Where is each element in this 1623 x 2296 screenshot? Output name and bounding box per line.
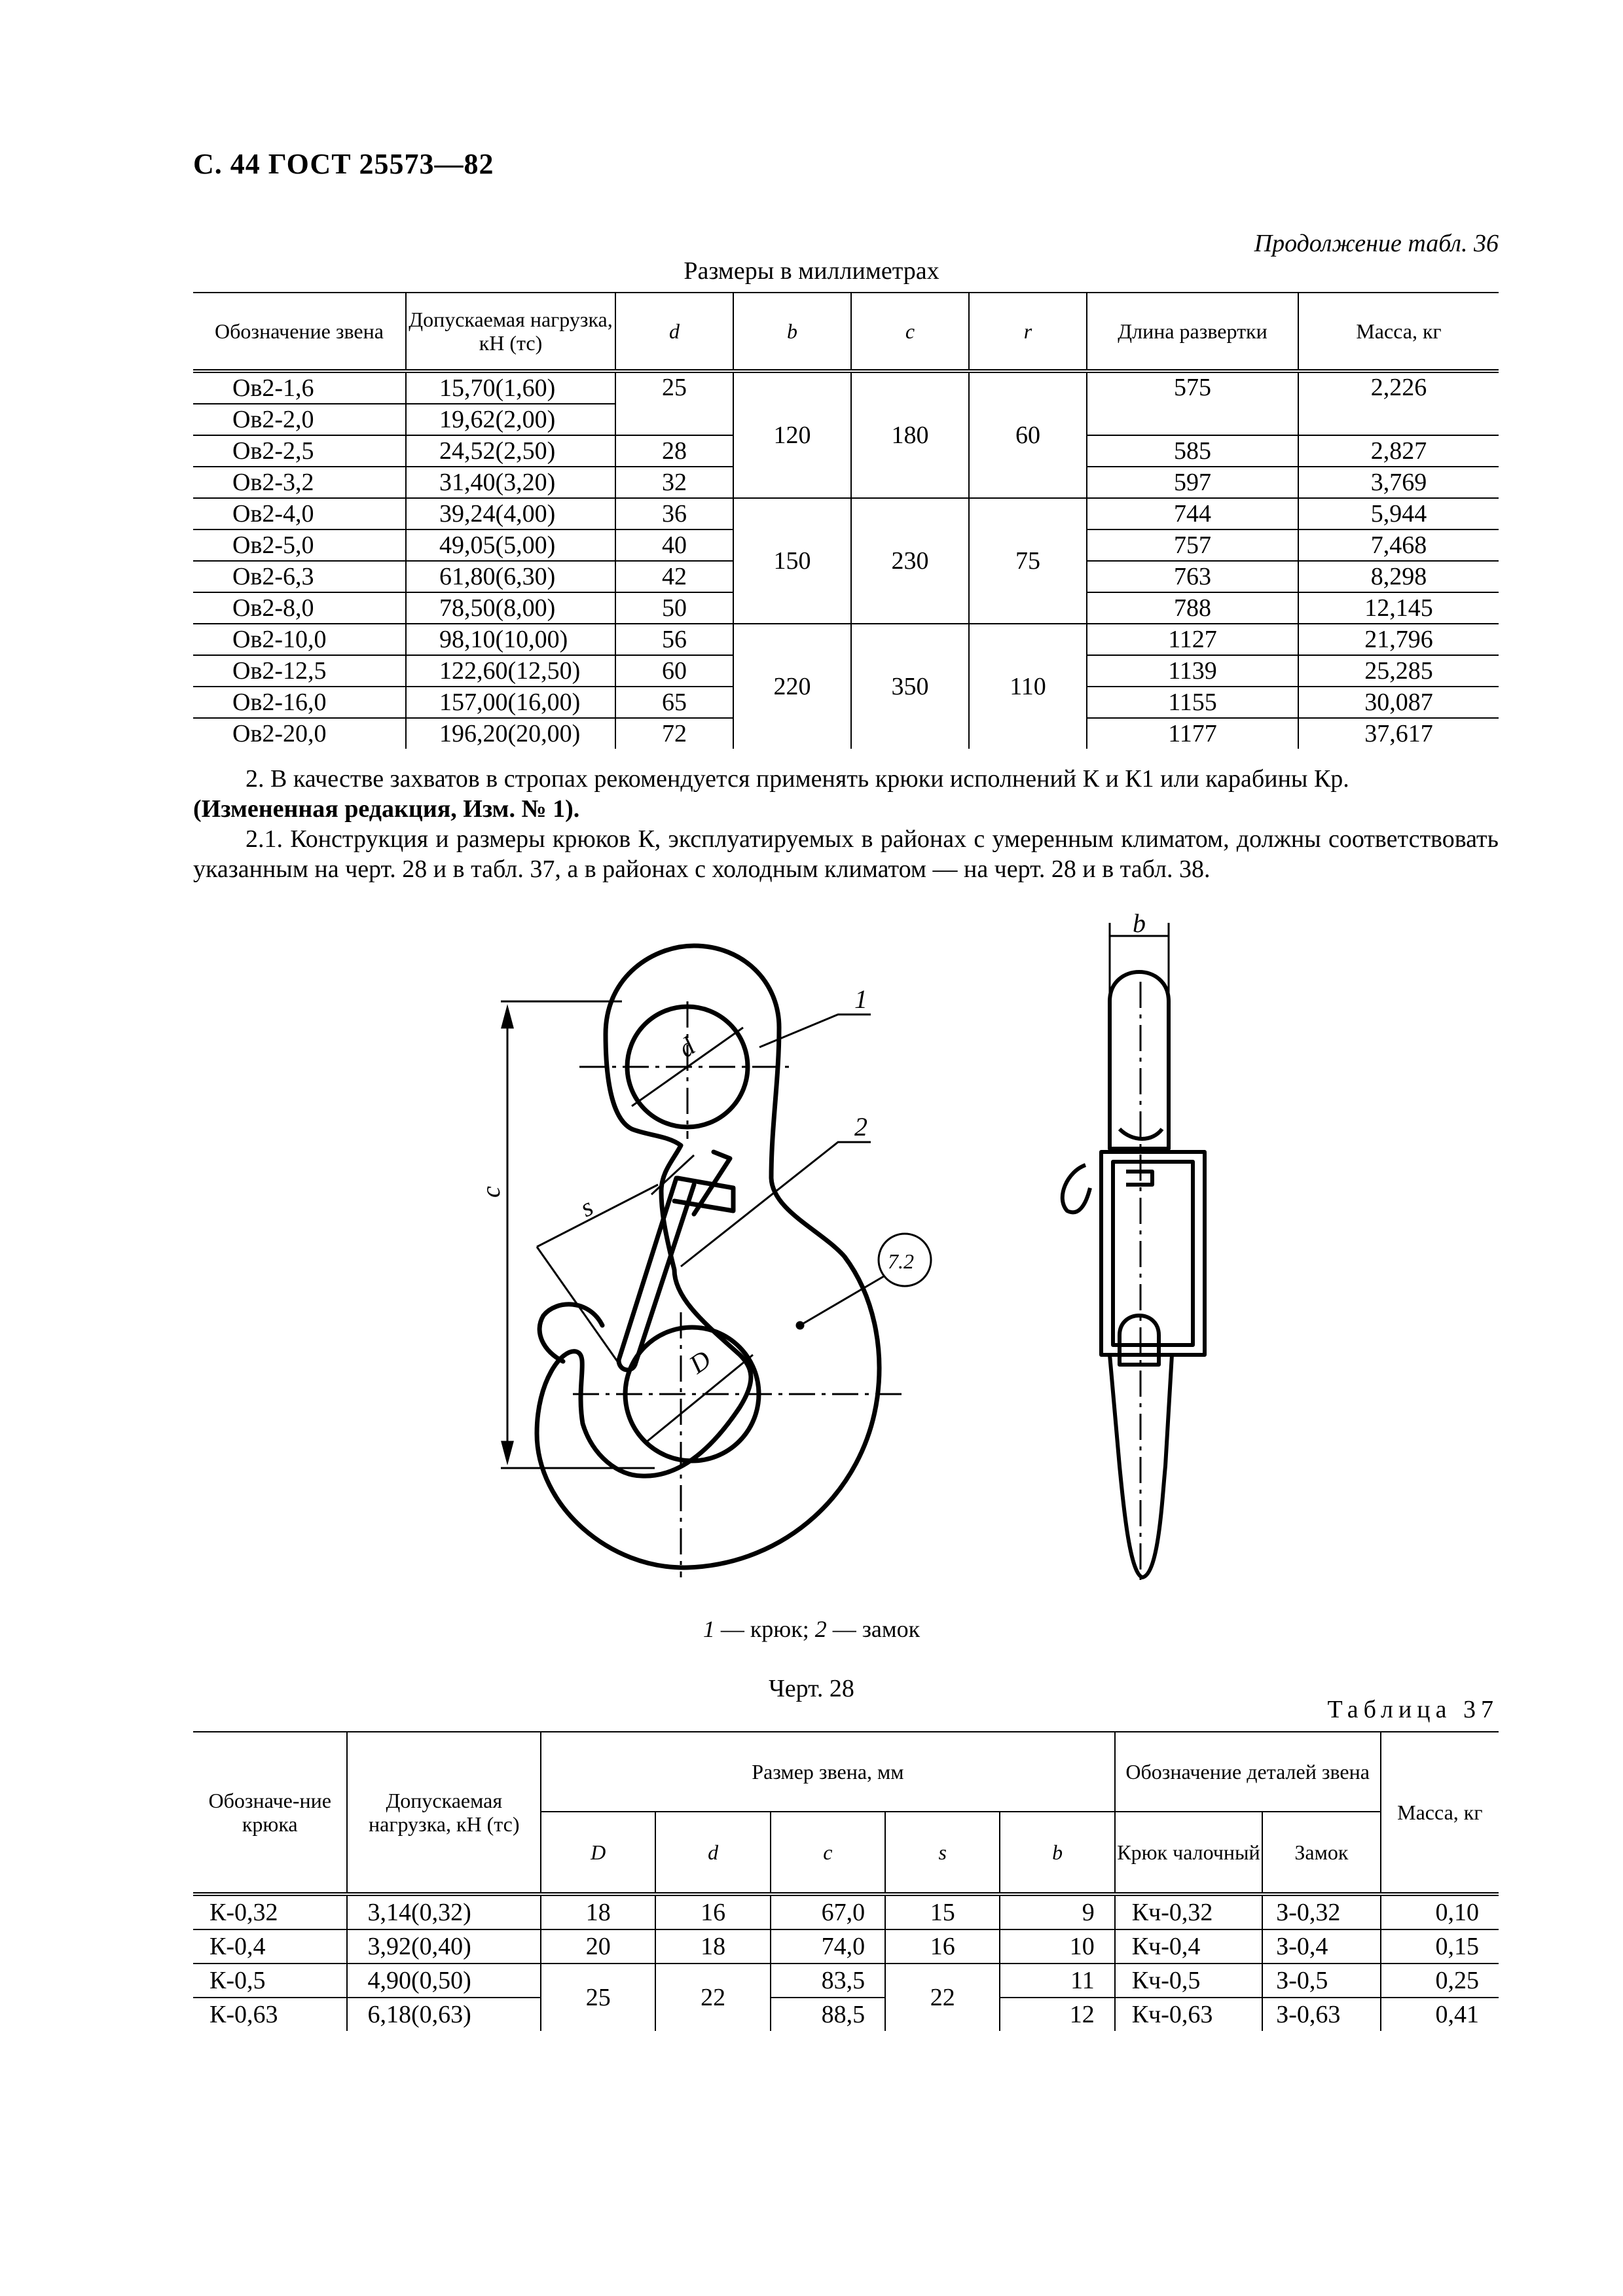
cell-d: 50 (615, 592, 733, 624)
col-header-s: s (885, 1812, 1000, 1894)
cell-length: 1155 (1087, 687, 1298, 718)
cell-r: 75 (969, 498, 1087, 624)
label-d: d (672, 1031, 701, 1064)
caption-num-1: 1 (702, 1616, 715, 1642)
paragraph-2-edit-note: (Измененная редакция, Изм. № 1). (193, 795, 580, 823)
col-header-length: Длина развертки (1087, 293, 1298, 371)
cell-load: 6,18(0,63) (347, 1998, 541, 2031)
cell-mass: 12,145 (1298, 592, 1499, 624)
table-37-title: Таблица 37 (1327, 1696, 1499, 1723)
cell-load: 157,00(16,00) (406, 687, 615, 718)
cell-hook: Кч-0,32 (1115, 1894, 1262, 1929)
cell-mass: 3,769 (1298, 467, 1499, 498)
col-header-b: b (1000, 1812, 1114, 1894)
label-s: s (575, 1191, 598, 1223)
cell-mass: 37,617 (1298, 718, 1499, 749)
cell-D: 25 (541, 1964, 655, 2031)
cell-mass: 0,25 (1381, 1964, 1499, 1998)
cell-c: 83,5 (771, 1964, 885, 1998)
cell-name: Ов2-4,0 (193, 498, 406, 529)
cell-s: 15 (885, 1894, 1000, 1929)
cell-c: 350 (851, 624, 969, 749)
col-header-hook: Крюк чалочный (1115, 1812, 1262, 1894)
caption-text-2: — замок (826, 1616, 921, 1642)
cell-lock: З-0,32 (1262, 1894, 1380, 1929)
caption-text-1: — крюк; (714, 1616, 815, 1642)
cell-d: 72 (615, 718, 733, 749)
cell-b: 9 (1000, 1894, 1114, 1929)
cell-d: 56 (615, 624, 733, 655)
cell-load: 19,62(2,00) (406, 404, 615, 435)
cell-load: 24,52(2,50) (406, 435, 615, 467)
cell-load: 98,10(10,00) (406, 624, 615, 655)
cell-lock: З-0,5 (1262, 1964, 1380, 1998)
cell-name: Ов2-12,5 (193, 655, 406, 687)
col-header-c: c (851, 293, 969, 371)
cell-length: 1127 (1087, 624, 1298, 655)
cell-d: 25 (615, 371, 733, 435)
cell-length: 597 (1087, 467, 1298, 498)
table-row (193, 1964, 1499, 1998)
col-header-mass: Масса, кг (1298, 293, 1499, 371)
cell-c: 74,0 (771, 1929, 885, 1964)
cell-load: 31,40(3,20) (406, 467, 615, 498)
cell-c: 230 (851, 498, 969, 624)
cell-load: 196,20(20,00) (406, 718, 615, 749)
cell-mass: 8,298 (1298, 561, 1499, 592)
cell-load: 122,60(12,50) (406, 655, 615, 687)
cell-d: 16 (655, 1894, 770, 1929)
cell-mass: 25,285 (1298, 655, 1499, 687)
col-header-load: Допускаемая нагрузка, кН (тс) (347, 1732, 541, 1894)
cell-load: 3,14(0,32) (347, 1894, 541, 1929)
cell-name: Ов2-10,0 (193, 624, 406, 655)
cell-name: Ов2-3,2 (193, 467, 406, 498)
table-row (193, 498, 1499, 529)
figure-label: Черт. 28 (769, 1675, 854, 1702)
cell-name: Ов2-1,6 (193, 371, 406, 404)
table-row (193, 371, 1499, 404)
cell-load: 78,50(8,00) (406, 592, 615, 624)
cell-c: 88,5 (771, 1998, 885, 2031)
cell-D: 18 (541, 1894, 655, 1929)
label-b: b (1133, 908, 1146, 938)
cell-name: Ов2-20,0 (232, 720, 327, 747)
cell-d: 42 (615, 561, 733, 592)
cell-name: Ов2-16,0 (193, 687, 406, 718)
cell-length: 763 (1087, 561, 1298, 592)
cell-s: 16 (885, 1929, 1000, 1964)
table-row (193, 624, 1499, 655)
cell-b: 12 (1000, 1998, 1114, 2031)
cell-b: 220 (733, 624, 851, 749)
label-circle: 7.2 (888, 1249, 914, 1273)
label-D: D (684, 1344, 716, 1380)
cell-load: 4,90(0,50) (347, 1964, 541, 1998)
cell-mass: 0,41 (1381, 1998, 1499, 2031)
table-36 (193, 292, 1499, 749)
cell-b: 10 (1000, 1929, 1114, 1964)
cell-r: 110 (969, 624, 1087, 749)
cell-d: 65 (615, 687, 733, 718)
cell-d: 40 (615, 529, 733, 561)
paragraph-2-1: 2.1. Конструкция и размеры крюков К, эксплуатируемых в районах с умеренным климатом, должны соответствовать указанным на черт. 28 и в табл. 37, а в районах с холодным климатом — на черт. 28 и в табл. 38. (193, 825, 1499, 883)
col-header-b: b (733, 293, 851, 371)
cell-lock: З-0,4 (1262, 1929, 1380, 1964)
cell-lock: З-0,63 (1262, 1998, 1380, 2031)
col-header-load: Допускаемая нагрузка, кН (тс) (406, 293, 615, 371)
col-header-c: c (771, 1812, 885, 1894)
cell-mass: 21,796 (1298, 624, 1499, 655)
cell-mass: 30,087 (1298, 687, 1499, 718)
cell-d: 60 (615, 655, 733, 687)
cell-hook: Кч-0,63 (1115, 1998, 1262, 2031)
cell-mass: 5,944 (1298, 498, 1499, 529)
cell-hook: Кч-0,4 (1115, 1929, 1262, 1964)
paragraph-2: 2. В качестве захватов в стропах рекомендуется применять крюки исполнений К и К1 или карабины Кр. (246, 765, 1349, 793)
col-header-mass: Масса, кг (1381, 1732, 1499, 1894)
table-row (193, 1929, 1499, 1964)
cell-r: 60 (969, 371, 1087, 498)
cell-d: 32 (615, 467, 733, 498)
col-header-name: Обозначение звена (193, 293, 406, 371)
cell-length: 1139 (1087, 655, 1298, 687)
cell-name: К-0,4 (193, 1929, 347, 1964)
cell-c: 67,0 (771, 1894, 885, 1929)
cell-load: 15,70(1,60) (406, 371, 615, 404)
caption-num-2: 2 (814, 1616, 827, 1642)
cell-s: 22 (885, 1964, 1000, 2031)
label-1: 1 (854, 984, 867, 1014)
cell-length: 1177 (1087, 718, 1298, 749)
cell-D: 20 (541, 1929, 655, 1964)
figure-caption (0, 1615, 1623, 1643)
table-37 (193, 1731, 1499, 2031)
col-header-d: d (655, 1812, 770, 1894)
cell-length: 575 (1087, 371, 1298, 435)
cell-d: 36 (615, 498, 733, 529)
cell-mass: 2,226 (1298, 371, 1499, 435)
col-header-hook-name: Обозначе-ние крюка (193, 1732, 347, 1894)
cell-d: 28 (615, 435, 733, 467)
cell-length: 757 (1087, 529, 1298, 561)
cell-mass: 0,15 (1381, 1929, 1499, 1964)
cell-load: 61,80(6,30) (406, 561, 615, 592)
units-note: Размеры в миллиметрах (684, 257, 939, 285)
col-header-D: D (541, 1812, 655, 1894)
cell-name: Ов2-6,3 (193, 561, 406, 592)
cell-name: Ов2-2,0 (193, 404, 406, 435)
cell-name: К-0,5 (193, 1964, 347, 1998)
cell-d: 22 (655, 1964, 770, 2031)
cell-name: Ов2-8,0 (193, 592, 406, 624)
cell-d: 18 (655, 1929, 770, 1964)
cell-name: К-0,32 (193, 1894, 347, 1929)
cell-length: 585 (1087, 435, 1298, 467)
label-2: 2 (854, 1112, 867, 1141)
table-row (193, 1894, 1499, 1929)
page-header: С. 44 ГОСТ 25573—82 (193, 148, 494, 180)
cell-mass: 7,468 (1298, 529, 1499, 561)
cell-b: 11 (1000, 1964, 1114, 1998)
cell-hook: Кч-0,5 (1115, 1964, 1262, 1998)
cell-b: 150 (733, 498, 851, 624)
cell-mass: 2,827 (1298, 435, 1499, 467)
cell-load: 3,92(0,40) (347, 1929, 541, 1964)
hook-drawing (476, 908, 1257, 1610)
cell-c: 180 (851, 371, 969, 498)
cell-length: 744 (1087, 498, 1298, 529)
col-header-d: d (615, 293, 733, 371)
cell-name: Ов2-5,0 (193, 529, 406, 561)
cell-load: 49,05(5,00) (406, 529, 615, 561)
cell-b: 120 (733, 371, 851, 498)
col-header-size-group: Размер звена, мм (541, 1732, 1115, 1812)
label-c: c (476, 1186, 505, 1198)
table-continuation-label: Продолжение табл. 36 (1254, 230, 1499, 257)
cell-length: 788 (1087, 592, 1298, 624)
col-header-r: r (969, 293, 1087, 371)
cell-name: Ов2-2,5 (193, 435, 406, 467)
col-header-parts-group: Обозначение деталей звена (1115, 1732, 1381, 1812)
cell-load: 39,24(4,00) (406, 498, 615, 529)
cell-mass: 0,10 (1381, 1894, 1499, 1929)
col-header-lock: Замок (1262, 1812, 1380, 1894)
cell-name: К-0,63 (210, 2001, 278, 2028)
table-row (193, 1998, 1499, 2031)
